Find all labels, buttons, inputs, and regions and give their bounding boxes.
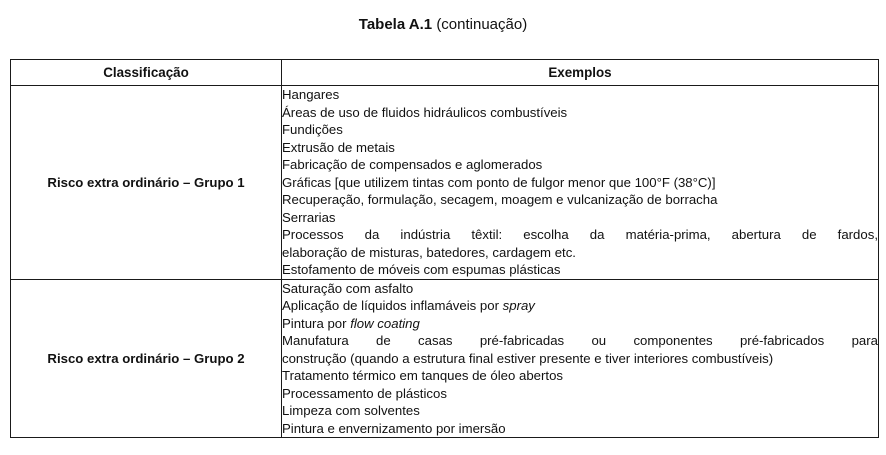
example-item: Fabricação de compensados e aglomerados — [282, 157, 543, 172]
example-item: Áreas de uso de fluidos hidráulicos combustíveis — [282, 104, 568, 120]
example-item: Estofamento de móveis com espumas plásticas — [282, 262, 561, 277]
example-item-line: Manufatura de casas pré-fabricadas ou componentes pré-fabricados para — [282, 333, 878, 348]
examples-cell-group-1 — [282, 86, 879, 280]
example-item: Gráficas [que utilizem tintas com ponto de fulgor menor que 100°F (38°C)] — [282, 174, 716, 190]
table-header-row — [11, 60, 879, 86]
table-row-group-2 — [11, 279, 879, 438]
examples-cell-group-2 — [282, 279, 879, 438]
example-item: Processamento de plásticos — [282, 385, 447, 401]
example-item: Pintura e envernizamento por imersão — [282, 420, 506, 436]
example-item-italic: flow coating — [350, 315, 420, 331]
example-item: Limpeza com solventes — [282, 403, 420, 418]
classification-cell-group-2: Risco extra ordinário – Grupo 2 — [11, 279, 282, 438]
example-item — [282, 332, 878, 367]
example-item: Recuperação, formulação, secagem, moagem e vulcanização de borracha — [282, 192, 718, 207]
table-caption-title: Tabela A.1 — [358, 16, 433, 33]
example-item: Tratamento térmico em tanques de óleo abertos — [282, 368, 563, 383]
table-caption-subtitle: (continuação) — [436, 16, 528, 33]
example-item-italic: spray — [502, 298, 535, 313]
example-item: Serrarias — [282, 209, 336, 225]
header-examples: Exemplos — [282, 60, 879, 86]
example-item-line: elaboração de misturas, batedores, cardagem etc. — [282, 244, 576, 260]
example-item — [282, 315, 878, 333]
classification-table — [10, 59, 879, 438]
example-item — [282, 226, 878, 261]
example-item-line: Processos da indústria têxtil: escolha da matéria-prima, abertura de fardos, — [282, 227, 878, 242]
example-item-line: construção (quando a estrutura final estiver presente e tiver interiores combustíveis) — [282, 350, 774, 366]
example-item: Fundições — [282, 122, 343, 137]
example-item-text: Pintura por — [282, 315, 347, 331]
example-item: Extrusão de metais — [282, 139, 395, 155]
table-row-group-1 — [11, 86, 879, 280]
classification-cell-group-1: Risco extra ordinário – Grupo 1 — [11, 86, 282, 280]
header-classification: Classificação — [11, 60, 282, 86]
table-caption — [0, 15, 886, 35]
example-item: Hangares — [282, 87, 340, 102]
example-item-text: Aplicação de líquidos inflamáveis por — [282, 298, 499, 313]
example-item — [282, 297, 878, 315]
example-item: Saturação com asfalto — [282, 280, 414, 296]
